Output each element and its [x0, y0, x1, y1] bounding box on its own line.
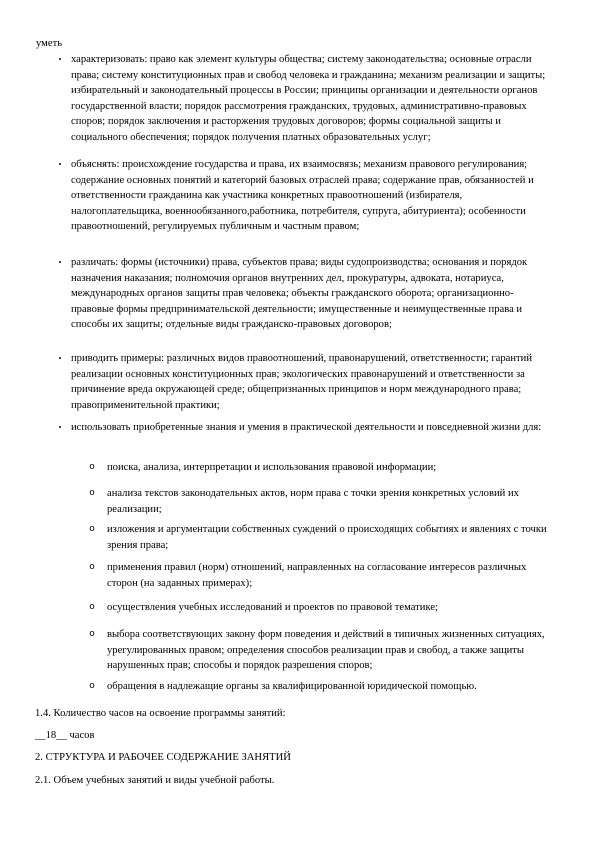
bullet-item-examples: [58, 351, 556, 413]
sub-marker: o: [89, 462, 95, 472]
bullet-text: приводить примеры: различных видов правоотношений, правонарушений, ответственности; гарантий реализации основных конституционных прав; экологических правонарушений и ответственности за причинение вреда окружающей среде; общепризнанных принципов и норм международного права; правоприменительной практики;: [71, 353, 533, 411]
sub-item-text: поиска, анализа, интерпретации и использования правовой информации;: [107, 462, 437, 473]
sub-item-argumentation: [89, 522, 559, 553]
bullet-item-distinguish: [58, 255, 556, 333]
bullet-marker: •: [58, 354, 62, 363]
sub-item-text: изложения и аргументации собственных суждений о происходящих событиях и явлениях с точки зрения права;: [107, 524, 547, 551]
bullet-text: объяснять: происхождение государства и права, их взаимосвязь; механизм правового регулирования; содержание основных понятий и категорий базовых отраслей права; содержание прав, обязанностей и ответственности гражданина как участника конкретных правоотношений (избирателя, налогоплательщика, военнообязанного,работника, потребителя, супруга, абитуриента); особенности правоотношений, регулируемых публичным и частным правом;: [71, 159, 534, 233]
bullet-item-use-knowledge: [58, 420, 556, 436]
bullet-text: характеризовать: право как элемент культуры общества; систему законодательства; основные отрасли права; систему конституционных прав и свобод человека и гражданина; механизм реализации и защиты; избирательный и законодательный процессы в России; принципы организации и деятельности органов государственной власти; порядок рассмотрения гражданских, трудовых, административно-правовых споров; порядок заключения и расторжения трудовых договоров; формы социальной защиты и социального обеспечения; порядок получения платных образовательных услуг;: [71, 54, 546, 143]
bullet-marker: •: [58, 258, 62, 267]
section-1-4-heading: 1.4. Количество часов на освоение программы занятий:: [35, 708, 286, 719]
sub-marker: o: [89, 629, 95, 639]
sub-item-text: анализа текстов законодательных актов, норм права с точки зрения конкретных условий их реализации;: [107, 488, 519, 515]
section-2-heading: 2. СТРУКТУРА И РАБОЧЕЕ СОДЕРЖАНИЕ ЗАНЯТИЙ: [35, 752, 291, 763]
sub-item-application: [89, 560, 559, 591]
bullet-item-explain: [58, 157, 556, 235]
sub-marker: o: [89, 524, 95, 534]
sub-marker: o: [89, 562, 95, 572]
sub-item-text: выбора соответствующих закону форм поведения и действий в типичных жизненных ситуациях, урегулированных правом; определения способов реализации прав и свобод, а также защиты нарушенных прав; способы и порядок разрешения споров;: [107, 629, 545, 672]
sub-marker: o: [89, 681, 95, 691]
hours-line: __18__ часов: [35, 730, 95, 741]
sub-marker: o: [89, 602, 95, 612]
bullet-text: различать: формы (источники) права, субъектов права; виды судопроизводства; основания и порядок назначения наказания; полномочия органов внутренних дел, прокуратуры, адвоката, нотариуса, международных органов защиты прав человека; объекты гражданского оборота; организационно-правовые формы предпринимательской деятельности; имущественные и неимущественные права и способы их защиты; отдельные виды гражданско-правовых договоров;: [71, 257, 528, 331]
sub-item-search: [89, 460, 559, 476]
sub-item-research: [89, 600, 559, 616]
sub-item-text: обращения в надлежащие органы за квалифицированной юридической помощью.: [107, 681, 477, 692]
sub-item-text: применения правил (норм) отношений, направленных на согласование интересов различных сторон (на заданных примерах);: [107, 562, 527, 589]
sub-item-analysis: [89, 486, 559, 517]
bullet-marker: •: [58, 423, 62, 432]
intro-label: уметь: [36, 38, 63, 49]
sub-item-text: осуществления учебных исследований и проектов по правовой тематике;: [107, 602, 438, 613]
bullet-marker: •: [58, 160, 62, 169]
bullet-item-characterize: [58, 52, 556, 146]
sub-item-legal-help: [89, 679, 559, 695]
bullet-marker: •: [58, 55, 62, 64]
section-2-1-heading: 2.1. Объем учебных занятий и виды учебной работы.: [35, 775, 275, 786]
sub-marker: o: [89, 488, 95, 498]
bullet-text: использовать приобретенные знания и умения в практической деятельности и повседневной жизни для:: [71, 422, 542, 433]
sub-item-behavior: [89, 627, 559, 674]
